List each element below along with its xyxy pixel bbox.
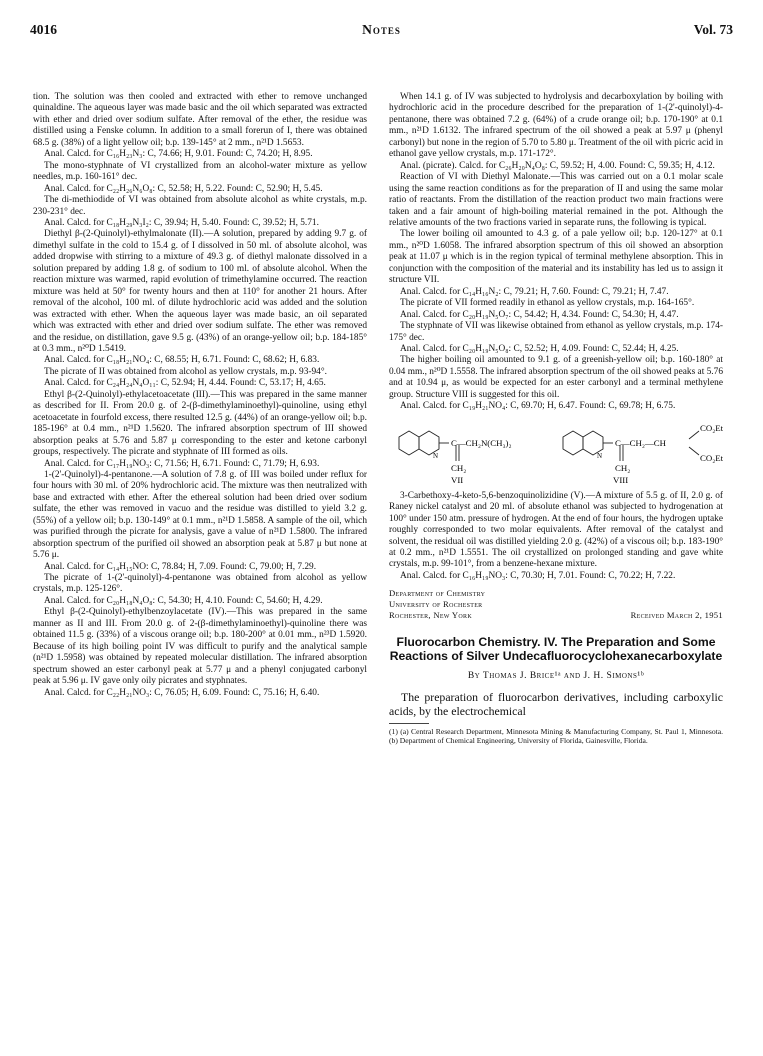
paragraph: The styphnate of VII was likewise obtained from ethanol as yellow crystals, m.p. 174-175° dec. [389, 321, 723, 343]
paragraph: When 14.1 g. of IV was subjected to hydrolysis and decarboxylation by boiling with hydrochloric acid in the procedure described for the preparation of 1-(2'-quinolyl)-4-pentanone, there was obtained 7.2 g. (64%) of a crude orange oil; b.p. 170-190° at 0.1 mm., n²¹D 1.6132. The infrared spectrum of the oil showed a peak at 5.97 μ (phenyl carbonyl) but none in the region of 5.70 to 5.80 μ. Treatment of the oil with picric acid in ethanol gave yellow crystals, m.p. 171-172°. [389, 92, 723, 160]
page-number: 4016 [30, 22, 57, 37]
article-intro [389, 690, 723, 718]
analysis: Anal. Calcd. for C₁₆H₂₃N₃: C, 74.66; H, 9.01. Found: C, 74.20; H, 8.95. [44, 149, 313, 160]
vii-chain: C—CH₂N(CH₃)₂ [451, 437, 512, 448]
analysis: Anal. (picrate). Calcd. for C₂₆H₂₀N₄O₈: C, 59.52; H, 4.00. Found: C, 59.35; H, 4.12. [400, 160, 715, 171]
structure-diagram [389, 417, 723, 487]
paragraph: 1-(2'-Quinolyl)-4-pentanone.—A solution of 7.8 g. of III was boiled under reflux for four hours with 30 ml. of 20% hydrochloric acid. The mixture was then neutralized with base and extracted with ether. After the ethereal solution had been dried over sodium sulfate, the ether was removed in vacuo and the residue was distilled to yield 3.2 g. (55%) of a yellow oil; b.p. 130-149° at 0.1 mm., n²¹D 1.5858. A sample of the oil, which was purified through the picrate for analysis, gave a value of n²¹D 1.5800. The infrared absorption spectrum of the purified oil showed an absorption peak at 5.87 μ but none at 5.76 μ. [33, 469, 367, 561]
ring-n-viii: N [597, 451, 603, 460]
location-line [389, 610, 723, 621]
department-line: Department of Chemistry [389, 588, 486, 599]
structure-vii-rings [399, 431, 459, 461]
paragraph: The picrate of VII formed readily in ethanol as yellow crystals, m.p. 164-165°. [400, 298, 695, 309]
paragraph: The lower boiling oil amounted to 4.3 g. of a pale yellow oil; b.p. 120-127° at 0.1 mm., n²⁰D 1.6058. The infrared absorption spectrum of this oil showed an absorption peak at 11.07 μ which is in the region typical of terminal methylene absorption. This in conjunction with the composition of the material and its instability has led us to assign it structure VII. [389, 229, 723, 286]
page-header [30, 18, 733, 44]
paragraph: The mono-styphnate of VI crystallized from an alcohol-water mixture as yellow needles, m.p. 160-161° dec. [33, 160, 367, 183]
viii-co2et-bottom: CO₂Et [700, 452, 723, 463]
paragraph: 3-Carbethoxy-4-keto-5,6-benzoquinolizidine (V).—A mixture of 5.5 g. of II, 2.0 g. of Raney nickel catalyst and 20 ml. of absolute ethanol was subjected to hydrogenation at 100° under 150 atm. pressure of hydrogen. At the end of four hours, the hydrogen uptake roughly corresponded to two molar equivalents. After removal of the catalyst and solvent, the residual oil was distilled yielding 2.0 g. (42%) of a viscous oil; b.p. 183-190° at 0.2 mm., n²¹D 1.5551. The oil crystallized on prolonged standing and gave white crystals, m.p. 99-101°, from a benzene-hexane mixture. [389, 490, 723, 570]
analysis: Anal. Calcd. for C₁₉H₂₁NO₄: C, 69.70; H, 6.47. Found: C, 69.78; H, 6.75. [400, 401, 676, 412]
department-block [389, 588, 723, 620]
paragraph: The picrate of 1-(2'-quinolyl)-4-pentanone was obtained from alcohol as yellow crystals, m.p. 125-126°. [33, 573, 367, 595]
university-line: University of Rochester [389, 599, 483, 610]
paragraph: Reaction of VI with Diethyl Malonate.—This was carried out on a 0.1 molar scale using the same reaction conditions as for the preparation of II and using the same molar ratio of reactants. From the distillation of the reaction product two main fractions were taken and a fair amount of high-boiling material remained in the pot. Although the relative amounts of the two fractions varied in separate runs, the following is typical. [389, 172, 723, 228]
footnote-rule [389, 723, 429, 724]
footnote: (1) (a) Central Research Department, Minnesota Mining & Manufacturing Company, St. Paul 1, Minnesota. (b) Department of Chemical Engineering, University of Florida, Gainesville, Florida. [389, 726, 723, 746]
viii-ch2: CH₂ [615, 462, 631, 473]
vii-label: VII [451, 474, 464, 485]
analysis: Anal. Calcd. for C₂₀H₁₉N₅O₇: C, 54.42; H, 4.34. Found: C, 54.30; H, 4.47. [400, 309, 679, 320]
ring-n-vii: N [433, 451, 439, 460]
vii-ch2: CH₂ [451, 462, 467, 473]
analysis: Anal. Calcd. for C₂₀H₁₈N₄O₈: C, 54.30; H, 4.10. Found: C, 54.60; H, 4.29. [44, 595, 323, 606]
analysis: Anal. Calcd. for C₁₆H₁₉NO₃: C, 70.30; H, 7.01. Found: C, 70.22; H, 7.22. [400, 570, 676, 581]
analysis: Anal. Calcd. for C₁₈H₂₉N₃I₂: C, 39.94; H, 5.40. Found: C, 39.52; H, 5.71. [44, 217, 319, 228]
analysis: Anal. Calcd. for C₂₄H₂₄N₄O₁₁: C, 52.94; H, 4.44. Found: C, 53.17; H, 4.65. [44, 378, 326, 389]
paragraph: tion. The solution was then cooled and extracted with ether to remove unchanged quinaldine. The aqueous layer was made basic and the oil which separated was extracted with ether and dried over sodium sulfate. After removal of the ether, the residue was distilled using a Fenske column. In addition to a small forerun of I, there was obtained 68.5 g. (38%) of a light yellow oil; b.p. 139-145° at 2 mm., n²¹D 1.5653. [33, 92, 367, 148]
analysis: Anal. Calcd. for C₂₀H₁₉N₅O₈: C, 52.52; H, 4.09. Found: C, 52.44; H, 4.25. [400, 343, 679, 354]
paragraph: The picrate of II was obtained from alcohol as yellow crystals, m.p. 93-94°. [44, 366, 327, 377]
paragraph: Ethyl β-(2-Quinolyl)-ethylacetoacetate (III).—This was prepared in the same manner as described for II. From 20.0 g. of 2-(β-dimethylaminoethyl)-quinoline, using ethyl acetoacetate in fourfold excess, there resulted 12.5 g. (44%) of an orange-yellow oil; b.p. 185-196° at 0.4 mm., n²¹D 1.5620. The infrared absorption spectrum of III showed absorption peaks at 5.76 and 5.87 μ corresponding to the ester and ketone carbonyl groups, respectively. The picrate and styphnate of III formed as oils. [33, 389, 367, 458]
analysis: Anal. Calcd. for C₁₈H₂₁NO₄: C, 68.55; H, 6.71. Found: C, 68.62; H, 6.83. [44, 355, 320, 366]
analysis: Anal. Calcd. for C₂₂H₂₁NO₃: C, 76.05; H, 6.09. Found: C, 75.16; H, 6.40. [44, 687, 320, 698]
volume-label: Vol. 73 [693, 22, 733, 37]
analysis: Anal. Calcd. for C₂₂H₂₆N₆O₈: C, 52.58; H, 5.22. Found: C, 52.90; H, 5.45. [44, 183, 323, 194]
article-title: Fluorocarbon Chemistry. IV. The Preparation and Some Reactions of Silver Undecafluorocyclohexanecarboxylate [389, 634, 723, 663]
section-title: Notes [362, 22, 401, 37]
left-column [33, 92, 367, 699]
right-column [389, 92, 723, 746]
paragraph: The di-methiodide of VI was obtained from absolute alcohol as white crystals, m.p. 230-231° dec. [33, 195, 367, 217]
analysis: Anal. Calcd. for C₁₄H₁₆N₂: C, 79.21; H, 7.60. Found: C, 79.21; H, 7.47. [400, 286, 669, 297]
viii-chain: C—CH₂—CH [615, 437, 666, 448]
city: Rochester, New York [389, 609, 472, 620]
paragraph: The higher boiling oil amounted to 9.1 g. of a greenish-yellow oil; b.p. 160-180° at 0.04 mm., n²⁰D 1.5558. The infrared absorption spectrum of the oil showed peaks at 5.76 and at 10.94 μ, as would be expected for an ester carbonyl and a terminal methylene group. Structure VIII is suggested for this oil. [389, 355, 723, 400]
paragraph: Diethyl β-(2-Quinolyl)-ethylmalonate (II).—A solution, prepared by adding 9.7 g. of dimethyl sulfate in the cold to 15.4 g. of I dissolved in 50 ml. of absolute alcohol, was added dropwise with stirring to a mixture of 49.3 g. of diethyl malonate dissolved in a solution prepared by adding 1.8 g. of sodium to 100 ml. of absolute alcohol. When the reaction mixture was warmed, rapid evolution of trimethylamine occurred. The reaction mixture was held at 50° for twenty hours and then at 110° for another 21 hours. After removal of the alcohol, 100 ml. of dilute hydrochloric acid was added and the solution was extracted with ether. When the aqueous layer was made basic, an oil separated which was extracted with ether and dried over sodium sulfate. The ether was removed and the residue, on distillation, gave 9.5 g. (43%) of an orange-yellow oil; b.p. 184-185° at 0.3 mm., n²⁰D 1.5419. [33, 229, 367, 354]
intro-paragraph: The preparation of fluorocarbon derivatives, including carboxylic acids, by the electrochemical [389, 690, 723, 719]
viii-label: VIII [613, 474, 629, 485]
paragraph: Ethyl β-(2-Quinolyl)-ethylbenzoylacetate (IV).—This was prepared in the same manner as II and III. From 20.0 g. of 2-(β-dimethylaminoethyl)-quinoline there was obtained 11.5 g. (33%) of a viscous orange oil; b.p. 180-200° at 0.01 mm., n²³D 1.5920. Because of its high boiling point IV was difficult to purify and the analytical sample (n²¹D 1.5958) was obtained by repeated molecular distillation. The infrared absorption spectrum showed an ester carbonyl peak at 5.77 μ and a phenyl conjugated carbonyl peak at 5.96 μ. IV gave only oily picrates and styphnates. [33, 607, 367, 687]
analysis: Anal. Calcd. for C₁₄H₁₅NO: C, 78.84; H, 7.09. Found: C, 79.00; H, 7.29. [44, 561, 317, 572]
chemical-structures [389, 417, 723, 487]
article-authors: By Thomas J. Brice¹ᵃ and J. H. Simons¹ᵇ [467, 670, 645, 681]
analysis: Anal. Calcd. for C₁₇H₁₉NO₃: C, 71.56; H, 6.71. Found: C, 71.79; H, 6.93. [44, 458, 320, 469]
received-date: Received March 2, 1951 [630, 609, 723, 620]
viii-co2et-top: CO₂Et [700, 422, 723, 433]
